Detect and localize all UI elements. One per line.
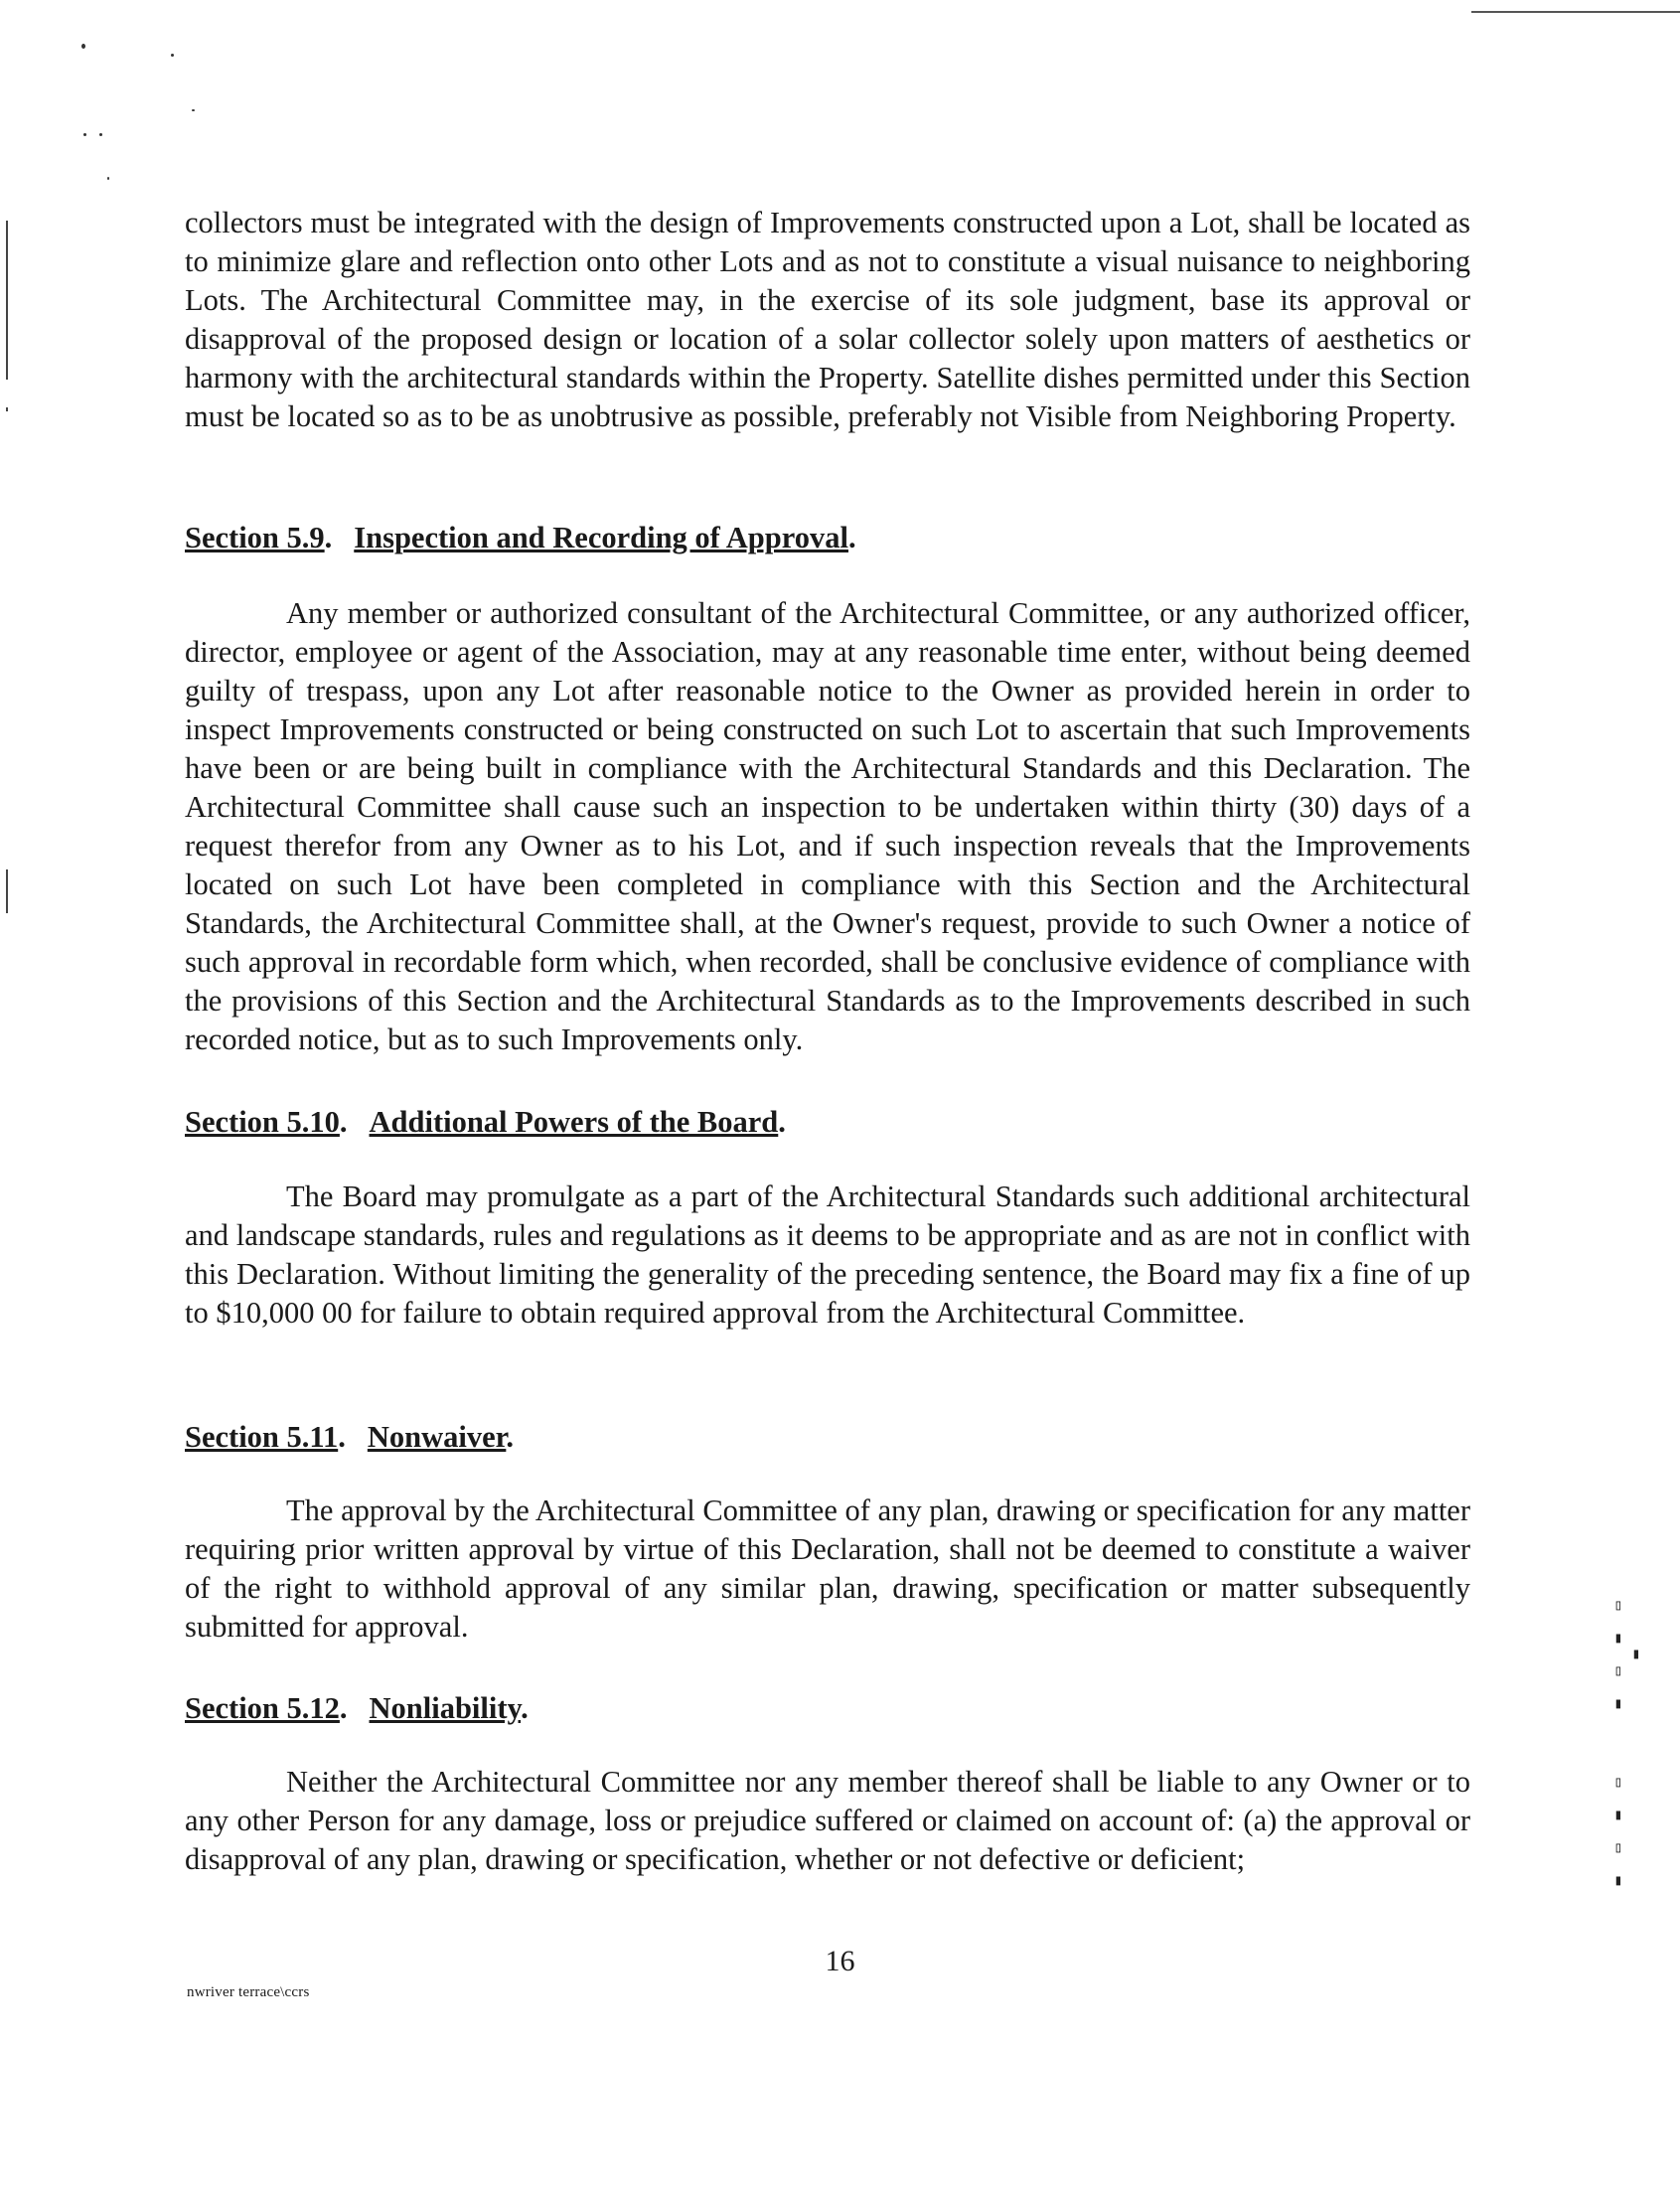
section-number: Section 5.10 [185,1105,340,1139]
section-body: The Board may promulgate as a part of the Architectural Standards such additional architectural and landscape standards, rules and regulations as it deems to be appropriate and as are not in conflict with this Declaration. Without limiting the generality of the preceding sentence, the Board may fix a fine of up to $10,000 00 for failure to obtain required approval from the Architectural Committee. [185,1180,1470,1330]
scan-speck [99,133,102,136]
section-title: Nonliability [369,1691,522,1725]
section-title: Additional Powers of the Board [369,1105,779,1139]
recording-stamp-mark: ▮ ▯ ▮ ▯ [1609,1771,1627,1891]
section-title: Inspection and Recording of Approval [354,521,848,554]
section-number: Section 5.12 [185,1691,340,1725]
section-heading: Section 5.11. Nonwaiver. [185,1420,514,1454]
recording-stamp-mark: ▮ ▯ ▮ ▯ ▮ [1609,1594,1645,1715]
intro-paragraph: collectors must be integrated with the design of Improvements constructed upon a Lot, shall be located as to minimize glare and reflection onto other Lots and as not to constitute a visual nuisance to neighboring Lots. The Architectural Committee may, in the exercise of its sole judgment, base its approval or disapproval of the proposed design or location of a solar collector solely upon matters of aesthetics or harmony with the architectural standards within the Property. Satellite dishes permitted under this Section must be located so as to be as unobtrusive as possible, preferably not Visible from Neighboring Property. [185,206,1470,433]
scan-speck [192,109,195,111]
footer-file-path: nwriver terrace\ccrs [187,1984,310,2000]
section-heading: Section 5.10. Additional Powers of the Board. [185,1105,786,1139]
scan-speck [81,44,85,49]
section-body: Any member or authorized consultant of the Architectural Committee, or any authorized officer, director, employee or agent of the Association, may at any reasonable time enter, without being deemed guilty of trespass, upon any Lot after reasonable notice to the Owner as provided herein in order to inspect Improvements constructed or being constructed on such Lot to ascertain that such Improvements have been or are being built in compliance with the Architectural Standards and this Declaration. The Architectural Committee shall cause such an inspection to be undertaken within thirty (30) days of a request therefor from any Owner as to his Lot, and if such inspection reveals that the Improvements located on such Lot have been completed in compliance with this Section and the Architectural Standards, the Architectural Committee shall, at the Owner's request, provide to such Owner a notice of such approval in recordable form which, when recorded, shall be conclusive evidence of compliance with the provisions of this Section and the Architectural Standards as to the Improvements described in such recorded notice, but as to such Improvements only. [185,596,1470,1056]
section-title: Nonwaiver [367,1420,507,1454]
scan-speck [83,133,86,136]
section-heading: Section 5.12. Nonliability. [185,1691,529,1725]
section-number: Section 5.11 [185,1420,339,1454]
scan-margin-mark [6,869,8,913]
section-body: Neither the Architectural Committee nor any member thereof shall be liable to any Owner or to any other Person for any damage, loss or prejudice suffered or claimed on account of: (a) the approval or disapproval of any plan, drawing or specification, whether or not defective or deficient; [185,1765,1470,1876]
section-heading: Section 5.9. Inspection and Recording of Approval. [185,521,856,554]
scan-margin-mark [6,221,8,380]
scan-margin-mark [6,407,8,411]
scan-speck [171,54,174,57]
scan-speck [107,177,109,180]
page-number: 16 [825,1945,855,1977]
section-number: Section 5.9 [185,521,325,554]
section-body: The approval by the Architectural Committee of any plan, drawing or specification for any matter requiring prior written approval by virtue of this Declaration, shall not be deemed to constitute a waiver of the right to withhold approval of any similar plan, drawing, specification or matter subsequently submitted for approval. [185,1494,1470,1644]
scan-top-rule [1471,11,1680,13]
